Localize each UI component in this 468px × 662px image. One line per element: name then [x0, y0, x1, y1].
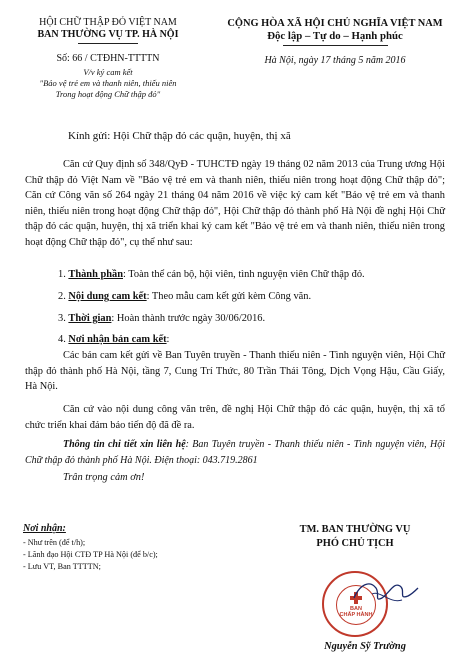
- document-subject: [18, 67, 198, 100]
- org-name: HỘI CHỮ THẬP ĐỎ VIỆT NAM: [39, 17, 177, 28]
- signer-name: Nguyễn Sỹ Trường: [324, 641, 406, 652]
- item-3-text: : Hoàn thành trước ngày 30/06/2016.: [111, 313, 266, 324]
- signature-title-2: PHÓ CHỦ TỊCH: [316, 538, 394, 549]
- contact-text: : Ban Tuyên truyền - Thanh thiếu niên - Tình nguyện viên, Hội Chữ thập đỏ thành phố Hà Nội. Điện thoại: 043.719.2861: [25, 439, 445, 466]
- item-4: [58, 333, 169, 346]
- item-4-num: 4.: [58, 334, 66, 345]
- item-2: [58, 290, 311, 303]
- seal-text-line-1: BAN: [350, 606, 362, 612]
- item-3: [58, 312, 265, 325]
- item-2-text: : Theo mẫu cam kết gửi kèm Công văn.: [146, 291, 312, 302]
- recipient-item: - Lưu VT, Ban TTTTN;: [23, 562, 101, 571]
- item-1-text: : Toàn thể cán bộ, hội viên, tình nguyện viên Chữ thập đỏ.: [123, 269, 365, 280]
- item-4-text: :: [166, 334, 170, 345]
- recipients-title: Nơi nhận:: [23, 523, 66, 534]
- document-number: Số: 66 / CTĐHN-TTTTN: [56, 53, 160, 64]
- subject-line-3: Trong hoạt động Chữ thập đỏ": [55, 89, 161, 99]
- dept-name: BAN THƯỜNG VỤ TP. HÀ NỘI: [37, 29, 179, 40]
- country-name: CỘNG HÒA XÃ HỘI CHỦ NGHĨA VIỆT NAM: [227, 18, 443, 29]
- item-2-label: Nội dung cam kết: [68, 291, 147, 302]
- item-2-num: 2.: [58, 291, 66, 302]
- document-date: Hà Nội, ngày 17 tháng 5 năm 2016: [264, 55, 406, 66]
- recipient-line: Kính gửi: Hội Chữ thập đỏ các quận, huyện, thị xã: [68, 130, 291, 142]
- recipient-item: - Lãnh đạo Hội CTĐ TP Hà Nội (để b/c);: [23, 550, 158, 559]
- item-1-label: Thành phần: [68, 269, 123, 280]
- signature-title-1: TM. BAN THƯỜNG VỤ: [299, 524, 411, 535]
- paragraph-1: Căn cứ Quy định số 348/QyĐ - TUHCTĐ ngày 19 tháng 02 năm 2013 của Trung ương Hội Chữ thập đỏ Việt Nam về "Bảo vệ trẻ em và thanh niên, thiếu niên trong hoạt động Chữ thập đỏ"; Căn cứ Công văn số 264 ngày 21 tháng 04 năm 2016 về việc ký cam kết "Bảo vệ trẻ em và thanh niên, thiếu niên trong hoạt động Chữ thập đỏ", Hội Chữ thập đỏ thành phố Hà Nội đề nghị Hội Chữ thập đỏ các quận, huyện, thị xã triển khai ký cam kết "Bảo vệ trẻ em và thanh niên, thiếu niên trong hoạt động Chữ thập đỏ", cụ thể như sau:: [25, 159, 445, 248]
- paragraph-2: Các bản cam kết gửi về Ban Tuyên truyền - Thanh thiếu niên - Tình nguyện viên, Hội Chữ thập đỏ thành phố Hà Nội, tầng 7, Cung Trí Thức, 80 Trần Thái Tông, Dịch Vọng Hậu, Cầu Giấy, Hà Nội.: [25, 350, 445, 393]
- seal-text-line-2: CHẤP HÀNH: [339, 612, 373, 618]
- recipient-item: - Như trên (để t/h);: [23, 538, 86, 547]
- header-left: [18, 17, 198, 41]
- paragraph-3: Căn cứ vào nội dung công văn trên, đề nghị Hội Chữ thập đỏ các quận, huyện, thị xã tổ chức triển khai đảm bảo tiến độ đã đề ra.: [25, 404, 445, 431]
- handwritten-signature: [350, 574, 420, 608]
- item-4-label: Nơi nhận bản cam kết: [68, 334, 167, 345]
- subject-line-2: "Bảo vệ trẻ em và thanh niên, thiếu niên: [39, 78, 177, 88]
- header-left-rule: [78, 43, 138, 44]
- item-1: [58, 268, 365, 281]
- subject-line-1: V/v ký cam kết: [83, 67, 133, 77]
- header-right-rule: [283, 45, 388, 46]
- item-3-num: 3.: [58, 313, 66, 324]
- contact-label: Thông tin chi tiết xin liên hệ: [63, 439, 186, 450]
- item-3-label: Thời gian: [68, 313, 112, 324]
- recipients-list: [23, 537, 158, 573]
- closing-line: Trân trọng cảm ơn!: [63, 472, 145, 483]
- national-motto: Độc lập – Tự do – Hạnh phúc: [267, 30, 403, 42]
- item-1-num: 1.: [58, 269, 66, 280]
- contact-info: [25, 437, 445, 468]
